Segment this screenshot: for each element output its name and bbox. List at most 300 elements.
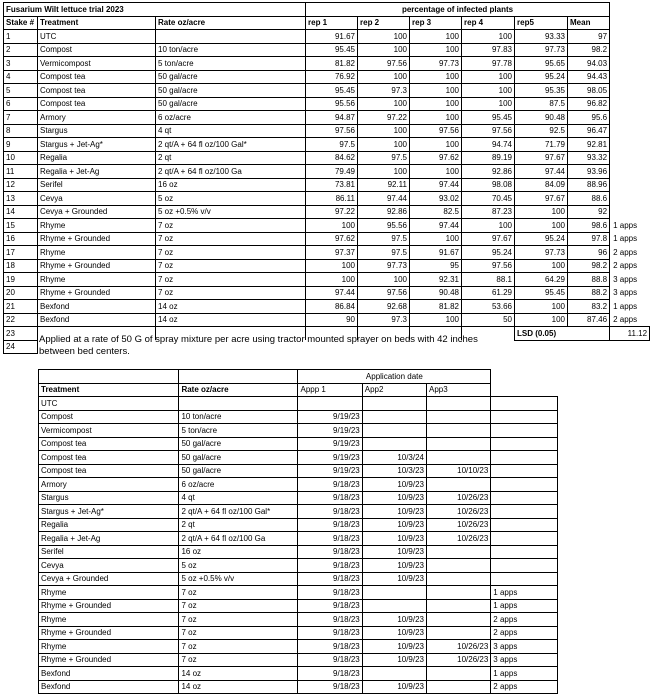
rep1-cell: 90 (306, 313, 358, 327)
table-row (4, 313, 650, 327)
rep2-cell: 97.5 (358, 232, 410, 246)
rep5-cell: 97.67 (515, 192, 568, 206)
stake-cell: 11 (4, 165, 38, 179)
app1-cell: 9/18/23 (298, 505, 362, 519)
rep3-cell: 97.73 (410, 57, 462, 71)
rate-cell: 50 gal/acre (156, 97, 306, 111)
rep5-cell: 95.45 (515, 286, 568, 300)
app2-cell: 10/9/23 (362, 572, 426, 586)
rate-cell: 16 oz (179, 545, 298, 559)
rep4-cell: 98.08 (462, 178, 515, 192)
stake-cell: 16 (4, 232, 38, 246)
rate-cell: 5 ton/acre (179, 424, 298, 438)
rep5-cell: 100 (515, 219, 568, 233)
stake-cell: 21 (4, 300, 38, 314)
app1-cell: 9/18/23 (298, 653, 362, 667)
table-row (4, 178, 650, 192)
treatment-cell: UTC (39, 397, 179, 411)
mean-cell: 96.82 (568, 97, 610, 111)
mean-cell: 83.2 (568, 300, 610, 314)
app3-cell: 10/26/23 (427, 532, 491, 546)
apps-note (491, 491, 558, 505)
rep3-cell: 100 (410, 111, 462, 125)
table-row (39, 491, 558, 505)
treatment-cell: Bexfond (39, 680, 179, 694)
apps-note: 3 apps (613, 288, 638, 298)
table-row (4, 286, 650, 300)
rate-cell: 2 qt/A + 64 fl oz/100 Ga (179, 532, 298, 546)
app2-cell (362, 667, 426, 681)
rep3-cell: 95 (410, 259, 462, 273)
stake-cell: 7 (4, 111, 38, 125)
rate-cell: 5 ton/acre (156, 57, 306, 71)
rep1-cell: 79.49 (306, 165, 358, 179)
rate-cell: 2 qt (156, 151, 306, 165)
table-row (39, 410, 558, 424)
apps-note (610, 165, 650, 179)
mean-cell: 93.32 (568, 151, 610, 165)
rate-cell: 50 gal/acre (156, 70, 306, 84)
apps-note (491, 505, 558, 519)
stake-cell: 1 (4, 30, 38, 44)
app3-cell: 10/26/23 (427, 491, 491, 505)
mean-cell: 94.03 (568, 57, 610, 71)
app2-cell: 10/3/23 (362, 464, 426, 478)
app1-cell: 9/18/23 (298, 491, 362, 505)
apps-note: 1 apps (613, 234, 638, 244)
rep1-cell: 97.44 (306, 286, 358, 300)
treatment-cell: Rhyme (38, 246, 156, 260)
mean-cell: 96 (568, 246, 610, 260)
stake-cell: 19 (4, 273, 38, 287)
rep5-cell: 64.29 (515, 273, 568, 287)
rate-cell: 7 oz (179, 640, 298, 654)
app1-cell: 9/18/23 (298, 626, 362, 640)
rep2-cell: 100 (358, 30, 410, 44)
treatment-cell: Cevya (38, 192, 156, 206)
table-row (39, 667, 558, 681)
table-row (39, 572, 558, 586)
apps-note (491, 464, 558, 478)
table-row (4, 97, 650, 111)
rep5-cell: 100 (515, 300, 568, 314)
rep3-cell: 100 (410, 165, 462, 179)
app2-cell: 10/9/23 (362, 653, 426, 667)
col-app1: Appp 1 (298, 383, 362, 397)
app1-cell (298, 397, 362, 411)
app3-cell (427, 613, 491, 627)
app1-cell: 9/19/23 (298, 437, 362, 451)
rep4-cell: 100 (462, 219, 515, 233)
app1-cell: 9/18/23 (298, 559, 362, 573)
rate-cell: 50 gal/acre (179, 451, 298, 465)
treatment-cell: Stargus (38, 124, 156, 138)
rate-cell: 14 oz (156, 313, 306, 327)
stake-cell: 17 (4, 246, 38, 260)
treatment-cell: Compost tea (38, 84, 156, 98)
apps-note (491, 437, 558, 451)
stake-cell: 12 (4, 178, 38, 192)
treatment-cell: Stargus (39, 491, 179, 505)
apps-note (491, 397, 558, 411)
treatment-cell: Rhyme (39, 640, 179, 654)
stake-cell: 3 (4, 57, 38, 71)
table-row (4, 43, 650, 57)
rep5-cell: 95.24 (515, 70, 568, 84)
rate-cell: 14 oz (156, 300, 306, 314)
app2-cell: 10/9/23 (362, 559, 426, 573)
apps-note (610, 70, 650, 84)
app3-cell (427, 424, 491, 438)
app3-cell (427, 437, 491, 451)
stake-cell: 6 (4, 97, 38, 111)
treatment-cell: Cevya + Grounded (38, 205, 156, 219)
table-row (39, 478, 558, 492)
app1-cell: 9/18/23 (298, 478, 362, 492)
treatment-cell: Serifel (38, 178, 156, 192)
rep1-cell: 100 (306, 259, 358, 273)
treatment-cell: Compost (38, 43, 156, 57)
rep4-cell: 97.67 (462, 232, 515, 246)
treatment-cell: Regalia (39, 518, 179, 532)
apps-note (610, 138, 650, 152)
treatment-cell: Compost tea (38, 70, 156, 84)
mean-cell: 88.96 (568, 178, 610, 192)
apps-note (610, 111, 650, 125)
rep5-cell: 71.79 (515, 138, 568, 152)
rep2-cell: 100 (358, 43, 410, 57)
app2-cell (362, 410, 426, 424)
mean-cell: 94.43 (568, 70, 610, 84)
col-rep1: rep 1 (306, 16, 358, 30)
rep1-cell: 97.56 (306, 124, 358, 138)
rep2-cell: 100 (358, 97, 410, 111)
rep5-cell: 100 (515, 313, 568, 327)
col-rep2: rep 2 (358, 16, 410, 30)
apps-note (491, 451, 558, 465)
col-rate: Rate oz/acre (179, 383, 298, 397)
table-row (4, 165, 650, 179)
treatment-cell: Armory (39, 478, 179, 492)
apps-note (610, 205, 650, 219)
treatment-cell: Bexfond (38, 300, 156, 314)
apps-note (610, 192, 650, 206)
rep5-cell: 100 (515, 205, 568, 219)
rep5-cell: 95.65 (515, 57, 568, 71)
apps-note (610, 43, 650, 57)
table-row (39, 559, 558, 573)
treatment-cell: Compost tea (39, 437, 179, 451)
rep3-cell: 100 (410, 97, 462, 111)
rep3-cell: 91.67 (410, 246, 462, 260)
stake-cell: 13 (4, 192, 38, 206)
rep4-cell: 94.74 (462, 138, 515, 152)
app2-cell: 10/9/23 (362, 478, 426, 492)
table-row (39, 599, 558, 613)
stake-cell: 4 (4, 70, 38, 84)
rate-cell: 14 oz (179, 680, 298, 694)
rep3-cell: 90.48 (410, 286, 462, 300)
rate-cell: 10 ton/acre (179, 410, 298, 424)
treatment-cell: Rhyme + Grounded (39, 626, 179, 640)
rate-cell: 4 qt (179, 491, 298, 505)
treatment-cell: Bexfond (38, 313, 156, 327)
rep1-cell: 91.67 (306, 30, 358, 44)
app2-cell (362, 586, 426, 600)
stake-cell: 18 (4, 259, 38, 273)
rate-cell: 2 qt/A + 64 fl oz/100 Gal* (156, 138, 306, 152)
rate-cell: 7 oz (156, 259, 306, 273)
stake-cell: 10 (4, 151, 38, 165)
rep5-cell: 95.35 (515, 84, 568, 98)
col-mean: Mean (568, 16, 610, 30)
table-row (39, 464, 558, 478)
rate-cell: 50 gal/acre (156, 84, 306, 98)
app3-cell: 10/26/23 (427, 653, 491, 667)
rate-cell: 50 gal/acre (179, 464, 298, 478)
rep3-cell: 100 (410, 43, 462, 57)
rate-cell: 7 oz (156, 219, 306, 233)
rate-cell: 7 oz (179, 626, 298, 640)
treatment-cell: Compost tea (39, 451, 179, 465)
stake-cell: 5 (4, 84, 38, 98)
apps-note (610, 57, 650, 71)
mean-cell: 97.8 (568, 232, 610, 246)
rate-cell: 7 oz (156, 232, 306, 246)
table-row (4, 232, 650, 246)
rep5-cell: 100 (515, 259, 568, 273)
col-rep5: rep5 (515, 16, 568, 30)
app1-cell: 9/18/23 (298, 586, 362, 600)
rep1-cell: 97.62 (306, 232, 358, 246)
rep4-cell: 100 (462, 70, 515, 84)
application-note: Applied at a rate of 50 G of spray mixture per acre using tractor mounted sprayer on beds with 42 inches between bed centers. (39, 334, 478, 357)
mean-cell: 88.8 (568, 273, 610, 287)
apps-note (610, 30, 650, 44)
mean-cell: 98.2 (568, 43, 610, 57)
rep1-cell: 86.84 (306, 300, 358, 314)
table-row (39, 680, 558, 694)
rep4-cell: 50 (462, 313, 515, 327)
rep1-cell: 95.56 (306, 97, 358, 111)
apps-note: 1 apps (491, 586, 558, 600)
apps-note (491, 410, 558, 424)
app2-cell: 10/9/23 (362, 626, 426, 640)
rep1-cell: 81.82 (306, 57, 358, 71)
apps-note (491, 532, 558, 546)
apps-note (491, 545, 558, 559)
mean-cell: 97 (568, 30, 610, 44)
rate-cell: 7 oz (179, 653, 298, 667)
rep2-cell: 95.56 (358, 219, 410, 233)
app3-cell (427, 572, 491, 586)
app2-cell (362, 437, 426, 451)
treatment-cell: Rhyme (38, 219, 156, 233)
apps-note (491, 518, 558, 532)
stake-cell: 8 (4, 124, 38, 138)
app3-cell (427, 451, 491, 465)
lsd-label: LSD (0.05) (515, 327, 610, 341)
rate-cell: 7 oz (179, 613, 298, 627)
app1-cell: 9/19/23 (298, 464, 362, 478)
table-row (39, 424, 558, 438)
col-treatment: Treatment (38, 16, 156, 30)
mean-cell: 96.47 (568, 124, 610, 138)
mean-cell: 92.81 (568, 138, 610, 152)
table-row (39, 586, 558, 600)
treatment-cell: Serifel (39, 545, 179, 559)
rep4-cell: 97.83 (462, 43, 515, 57)
app1-cell: 9/18/23 (298, 680, 362, 694)
app2-cell (362, 599, 426, 613)
app3-cell (427, 599, 491, 613)
rate-cell: 5 oz (156, 192, 306, 206)
lsd-value: 11.12 (610, 327, 650, 341)
header-row (39, 383, 558, 397)
treatment-cell: Vermicompost (39, 424, 179, 438)
rep3-cell: 97.62 (410, 151, 462, 165)
apps-note: 2 apps (613, 261, 638, 271)
rep1-cell: 86.11 (306, 192, 358, 206)
app3-cell: 10/10/23 (427, 464, 491, 478)
stake-cell: 2 (4, 43, 38, 57)
stake-cell: 14 (4, 205, 38, 219)
rep5-cell: 95.24 (515, 232, 568, 246)
stake-cell: 22 (4, 313, 38, 327)
rate-cell (156, 30, 306, 44)
apps-note (610, 97, 650, 111)
app3-cell: 10/26/23 (427, 640, 491, 654)
app3-cell (427, 680, 491, 694)
stake-cell: 15 (4, 219, 38, 233)
rep5-cell: 87.5 (515, 97, 568, 111)
rate-cell: 50 gal/acre (179, 437, 298, 451)
rep1-cell: 95.45 (306, 84, 358, 98)
rep2-cell: 100 (358, 124, 410, 138)
treatment-cell: Stargus + Jet-Ag* (38, 138, 156, 152)
apps-note: 1 apps (491, 667, 558, 681)
rep5-cell: 84.09 (515, 178, 568, 192)
app3-cell: 10/26/23 (427, 518, 491, 532)
mean-cell: 98.05 (568, 84, 610, 98)
rep2-cell: 97.3 (358, 84, 410, 98)
col-app2: App2 (362, 383, 426, 397)
app1-cell: 9/18/23 (298, 532, 362, 546)
table-row (4, 111, 650, 125)
rep2-cell: 100 (358, 70, 410, 84)
rep2-cell: 97.56 (358, 286, 410, 300)
app2-cell: 10/9/23 (362, 518, 426, 532)
rep2-cell: 97.3 (358, 313, 410, 327)
table-row (39, 437, 558, 451)
rep1-cell: 73.81 (306, 178, 358, 192)
rep2-cell: 97.22 (358, 111, 410, 125)
app2-cell: 10/3/24 (362, 451, 426, 465)
treatment-cell: Rhyme + Grounded (39, 599, 179, 613)
table-row (4, 300, 650, 314)
rep3-cell: 100 (410, 30, 462, 44)
rate-cell: 6 oz/acre (156, 111, 306, 125)
stake-cell: 24 (4, 340, 38, 354)
treatment-cell: Regalia (38, 151, 156, 165)
mean-cell: 98.6 (568, 219, 610, 233)
rep4-cell: 97.56 (462, 124, 515, 138)
rep5-cell: 93.33 (515, 30, 568, 44)
app2-cell: 10/9/23 (362, 545, 426, 559)
app3-cell (427, 410, 491, 424)
rate-cell: 2 qt/A + 64 fl oz/100 Ga (156, 165, 306, 179)
app1-cell: 9/18/23 (298, 572, 362, 586)
app3-cell (427, 478, 491, 492)
rep1-cell: 76.92 (306, 70, 358, 84)
rep2-cell: 97.5 (358, 246, 410, 260)
rep2-cell: 97.73 (358, 259, 410, 273)
rep1-cell: 95.45 (306, 43, 358, 57)
rate-cell: 7 oz (179, 599, 298, 613)
apps-note (610, 84, 650, 98)
app1-cell: 9/18/23 (298, 599, 362, 613)
rate-cell: 10 ton/acre (156, 43, 306, 57)
table-row (4, 30, 650, 44)
apps-note: 2 apps (491, 613, 558, 627)
rep2-cell: 97.5 (358, 151, 410, 165)
apps-note (491, 572, 558, 586)
app1-cell: 9/18/23 (298, 545, 362, 559)
group-header: percentage of infected plants (306, 3, 610, 17)
stake-cell: 9 (4, 138, 38, 152)
rep5-cell: 97.73 (515, 246, 568, 260)
infection-table (3, 2, 650, 354)
rep1-cell: 84.62 (306, 151, 358, 165)
rate-cell: 5 oz (179, 559, 298, 573)
table-row (4, 151, 650, 165)
table-row (4, 57, 650, 71)
app1-cell: 9/18/23 (298, 613, 362, 627)
app1-cell: 9/18/23 (298, 667, 362, 681)
rep2-cell: 92.11 (358, 178, 410, 192)
rep4-cell: 97.56 (462, 259, 515, 273)
application-date-header: Application date (298, 370, 491, 384)
apps-note: 2 apps (491, 626, 558, 640)
treatment-cell: Cevya (39, 559, 179, 573)
apps-note: 2 apps (613, 315, 638, 324)
apps-note (491, 478, 558, 492)
table-row (4, 192, 650, 206)
rep2-cell: 92.68 (358, 300, 410, 314)
rep4-cell: 70.45 (462, 192, 515, 206)
rep4-cell: 100 (462, 84, 515, 98)
rate-cell: 2 qt/A + 64 fl oz/100 Gal* (179, 505, 298, 519)
rep4-cell: 88.1 (462, 273, 515, 287)
rep4-cell: 87.23 (462, 205, 515, 219)
table-row (39, 451, 558, 465)
treatment-cell: Rhyme + Grounded (38, 286, 156, 300)
table-row (4, 138, 650, 152)
table-row (4, 84, 650, 98)
rep1-cell: 97.37 (306, 246, 358, 260)
rep2-cell: 97.56 (358, 57, 410, 71)
treatment-cell: Armory (38, 111, 156, 125)
table-row (4, 273, 650, 287)
rep5-cell: 90.48 (515, 111, 568, 125)
app2-cell: 10/9/23 (362, 505, 426, 519)
rep4-cell: 61.29 (462, 286, 515, 300)
table-row (4, 70, 650, 84)
treatment-cell: Regalia + Jet-Ag (38, 165, 156, 179)
app2-cell (362, 424, 426, 438)
treatment-cell: Compost (39, 410, 179, 424)
app1-cell: 9/18/23 (298, 518, 362, 532)
